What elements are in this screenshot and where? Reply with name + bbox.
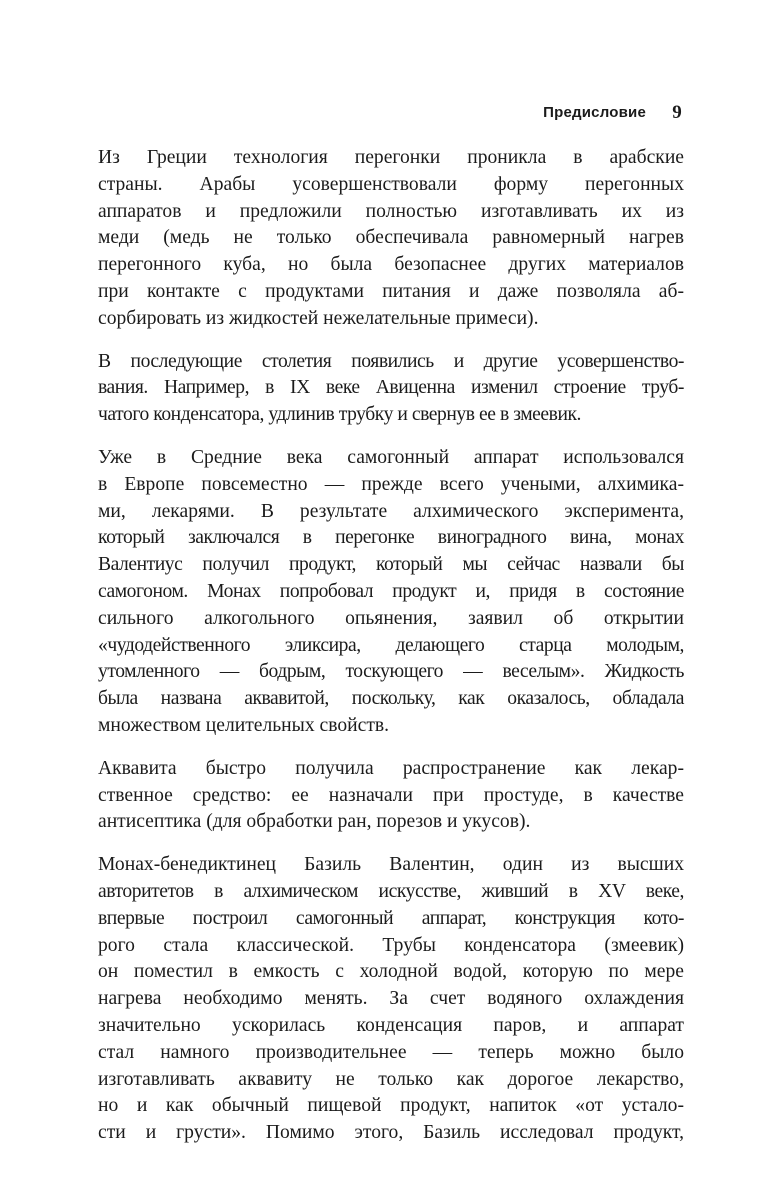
text-line: Из Греции технология перегонки проникла в арабские (98, 147, 684, 168)
text-line: меди (медь не только обеспечивала равномерный нагрев (98, 227, 684, 249)
text-line: вания. Например, в IX веке Авиценна изменил строение труб- (98, 377, 684, 399)
paragraph-distillation-arabs (98, 145, 684, 333)
text-line: «чудодейственного эликсира, делающего старца молодым, (98, 634, 684, 656)
paragraph-middle-ages (98, 445, 684, 740)
text-line: при контакте с продуктами питания и даже позволяла аб- (98, 280, 684, 302)
text-line: сти и грусти». Помимо этого, Базиль исследовал продукт, (98, 1122, 684, 1144)
text-line: ственное средство: ее назначали при простуде, в качестве (98, 784, 684, 806)
paragraph-basil-valentine (98, 852, 684, 1147)
text-line: сорбировать из жидкостей нежелательные примеси). (98, 307, 539, 329)
chapter-title: Предисловие (543, 104, 646, 121)
text-line: была названа аквавитой, поскольку, как оказалось, обладала (98, 688, 684, 710)
text-line: Уже в Средние века самогонный аппарат использовался (98, 446, 684, 468)
text-line: впервые построил самогонный аппарат, конструкция кото- (98, 907, 684, 929)
page-number: 9 (672, 102, 682, 123)
text-line: нагрева необходимо менять. За счет водяного охлаждения (98, 988, 684, 1010)
text-line: Монах-бенедиктинец Базиль Валентин, один из высших (98, 854, 684, 876)
text-line: Валентиус получил продукт, который мы сейчас назвали бы (98, 554, 684, 576)
text-line: рого стала классической. Трубы конденсатора (змеевик) (98, 934, 684, 956)
text-line: Аквавита быстро получила распространение как лекар- (98, 757, 684, 779)
text-line: множеством целительных свойств. (98, 714, 390, 736)
text-line: чатого конденсатора, удлинив трубку и свернув ее в змеевик. (98, 404, 582, 426)
text-line: в Европе повсеместно — прежде всего учеными, алхимика- (98, 473, 684, 495)
text-line: самогоном. Монах попробовал продукт и, придя в состояние (98, 580, 684, 602)
paragraph-avicenna (98, 349, 684, 429)
text-line: перегонного куба, но была безопаснее других материалов (98, 254, 684, 276)
body-text (98, 145, 684, 1163)
text-line: аппаратов и предложили полностью изготавливать их из (98, 200, 684, 222)
text-line: утомленного — бодрым, тоскующего — веселым». Жидкость (98, 661, 684, 683)
paragraph-aquavita (98, 756, 684, 836)
text-line: который заключался в перегонке виноградного вина, монах (98, 527, 684, 549)
running-header (98, 104, 684, 128)
text-line: значительно ускорилась конденсация паров, и аппарат (98, 1014, 684, 1036)
text-line: он поместил в емкость с холодной водой, которую по мере (98, 961, 684, 983)
text-line: авторитетов в алхимическом искусстве, живший в XV веке, (98, 880, 684, 902)
text-line: но и как обычный пищевой продукт, напиток «от устало- (98, 1095, 684, 1117)
text-line: ми, лекарями. В результате алхимического эксперимента, (98, 500, 684, 522)
text-line: антисептика (для обработки ран, порезов и укусов). (98, 811, 531, 833)
text-line: сильного алкогольного опьянения, заявил об открытии (98, 607, 684, 629)
text-line: стал намного производительнее — теперь можно было (98, 1041, 684, 1063)
text-line: В последующие столетия появились и другие усовершенство- (98, 350, 684, 372)
text-line: изготавливать аквавиту не только как дорогое лекарство, (98, 1068, 684, 1090)
text-line: страны. Арабы усовершенствовали форму перегонных (98, 173, 684, 195)
